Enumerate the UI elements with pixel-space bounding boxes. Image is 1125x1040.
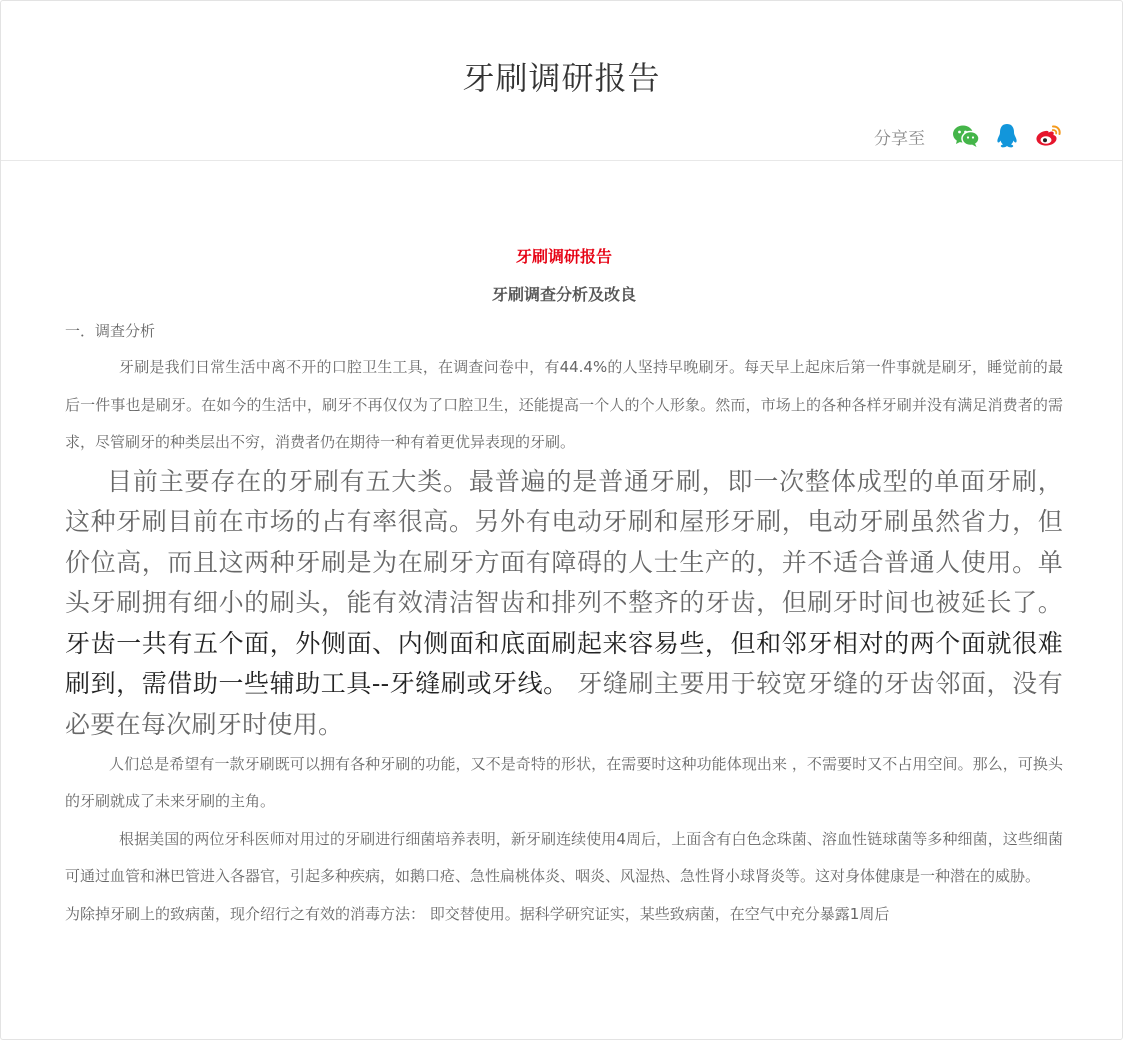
paragraph-3: 人们总是希望有一款牙刷既可以拥有各种牙刷的功能，又不是奇特的形状，在需要时这种功能体现出来 ，不需要时又不占用空间。那么，可换头的牙刷就成了未来牙刷的主角。 xyxy=(65,754,1063,811)
paragraph-4: 根据美国的两位牙科医师对用过的牙刷进行细菌培养表明，新牙刷连续使用4周后，上面含有白色念珠菌、溶血性链球菌等多种细菌，这些细菌可通过血管和淋巴管进入各器官，引起多种疾病，如鹅口疮、急性扁桃体炎、咽炎、风湿热、急性肾小球肾炎等。这对身体健康是一种潜在的威胁。 xyxy=(65,829,1063,886)
document-subtitle: 牙刷调查分析及改良 xyxy=(491,285,636,304)
share-bar xyxy=(874,123,1062,149)
article-header xyxy=(1,1,1122,161)
article-body xyxy=(65,241,1063,933)
paragraph-1: 牙刷是我们日常生活中离不开的口腔卫生工具，在调查问卷中，有44.4%的人坚持早晚刷牙。每天早上起床后第一件事就是刷牙，睡觉前的最后一件事也是刷牙。在如今的生活中，刷牙不再仅仅为了口腔卫生，还能提高一个人的个人形象。然而，市场上的各种各样牙刷并没有满足消费者的需求，尽管刷牙的种类层出不穷，消费者仍在期待一种有着更优异表现的牙刷。 xyxy=(65,358,1063,451)
document-title: 牙刷调研报告 xyxy=(515,247,612,266)
paragraph-2-part-b: 牙齿一共有五个面，外侧面、内侧面和底面刷起来容易些，但和邻牙相对的两个面就很难刷到，需借助一些辅助工具--牙缝刷或牙线。 xyxy=(65,628,1063,699)
paragraph-2-part-c: 牙缝刷主要用于较宽牙缝的牙齿邻面，没有必要在每次刷牙时使用。 xyxy=(65,669,1063,740)
paragraph-2 xyxy=(65,462,1063,746)
weibo-icon[interactable] xyxy=(1034,123,1062,149)
wechat-icon[interactable] xyxy=(952,123,980,149)
page-title: 牙刷调研报告 xyxy=(462,59,661,97)
paragraph-2-part-a: 目前主要存在的牙刷有五大类。最普遍的是普通牙刷，即一次整体成型的单面牙刷，这种牙刷目前在市场的占有率很高。另外有电动牙刷和屋形牙刷，电动牙刷虽然省力，但价位高，而且这两种牙刷是为在刷牙方面有障碍的人士生产的，并不适合普通人使用。单头牙刷拥有细小的刷头，能有效清洁智齿和排列不整齐的牙齿，但刷牙时间也被延长了。 xyxy=(65,466,1063,618)
section-heading: 一．调查分析 xyxy=(65,322,156,340)
qq-icon[interactable] xyxy=(993,123,1021,149)
paragraph-5: 为除掉牙刷上的致病菌，现介绍行之有效的消毒方法： 即交替使用。据科学研究证实，某些致病菌，在空气中充分暴露1周后 xyxy=(65,904,890,923)
share-label: 分享至 xyxy=(874,128,925,149)
